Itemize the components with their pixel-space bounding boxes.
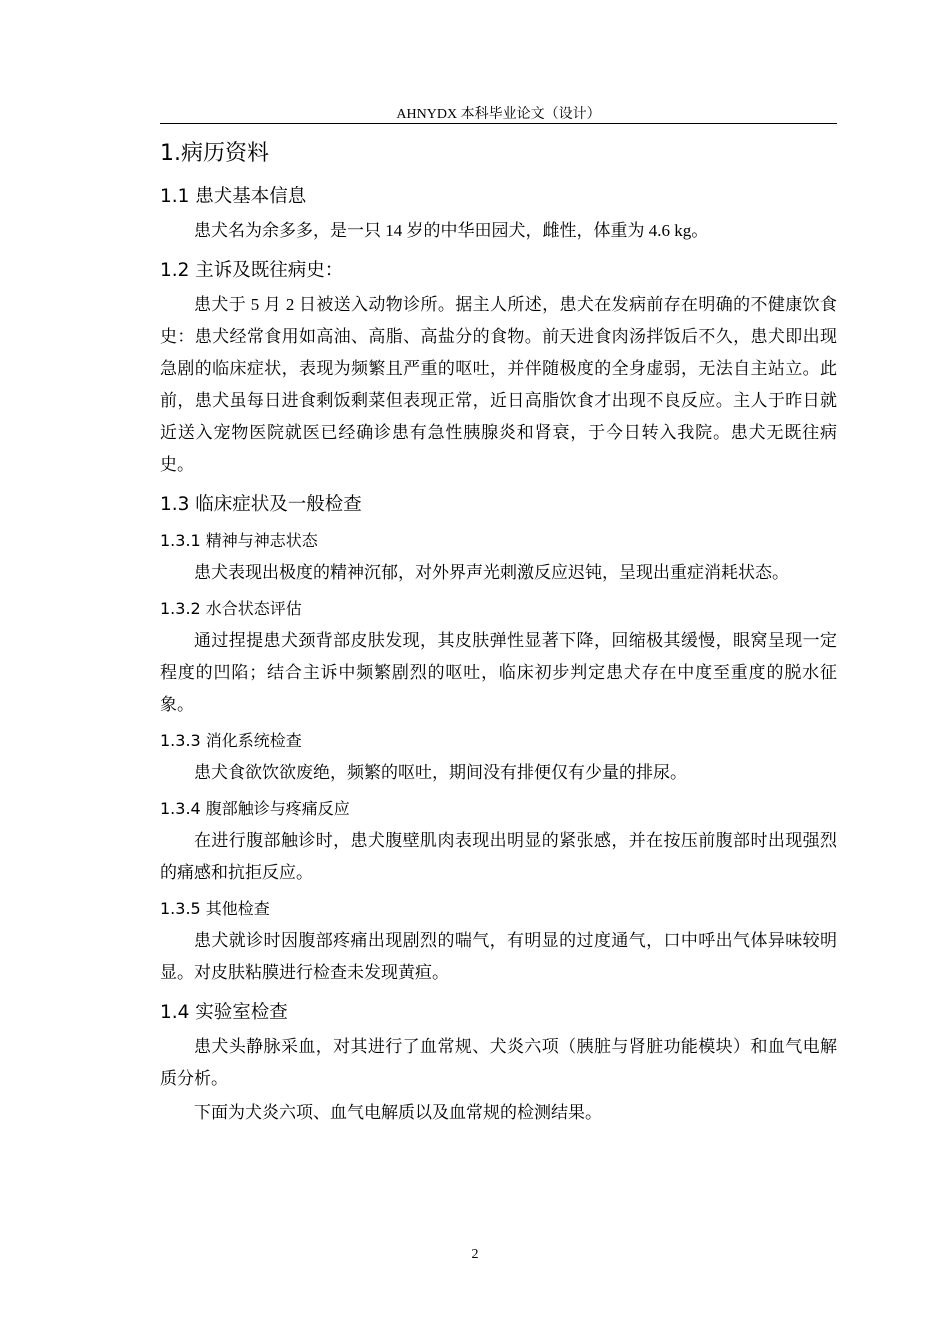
- section-heading-1-2: 1.2 主诉及既往病史：: [160, 260, 344, 281]
- paragraph-hydration: 通过捏提患犬颈背部皮肤发现，其皮肤弹性显著下降，回缩极其缓慢，眼窝呈现一定程度的凹陷；结合主诉中频繁剧烈的呕吐，临床初步判定患犬存在中度至重度的脱水征象。: [160, 631, 837, 714]
- page-body: [160, 137, 837, 1131]
- subsection-heading-1-3-5: 1.3.5 其他检查: [160, 899, 270, 918]
- subsection-heading-1-3-4: 1.3.4 腹部触诊与疼痛反应: [160, 799, 350, 818]
- paragraph-lab-results: 下面为犬炎六项、血气电解质以及血常规的检测结果。: [194, 1103, 602, 1122]
- header-rule: [160, 123, 837, 124]
- paragraph-lab-intro: 患犬头静脉采血，对其进行了血常规、犬炎六项（胰脏与肾脏功能模块）和血气电解质分析。: [160, 1037, 837, 1088]
- paragraph-other-exam: 患犬就诊时因腹部疼痛出现剧烈的喘气，有明显的过度通气，口中呼出气体异味较明显。对皮肤粘膜进行检查未发现黄疸。: [160, 931, 837, 982]
- subsection-heading-1-3-2: 1.3.2 水合状态评估: [160, 599, 302, 618]
- paragraph-digestive: 患犬食欲饮欲废绝，频繁的呕吐，期间没有排便仅有少量的排尿。: [194, 763, 687, 782]
- paragraph-abdominal: 在进行腹部触诊时，患犬腹壁肌肉表现出明显的紧张感，并在按压前腹部时出现强烈的痛感和抗拒反应。: [160, 831, 837, 882]
- page-number: 2: [471, 1247, 479, 1262]
- section-heading-1-1: 1.1 患犬基本信息: [160, 186, 307, 207]
- chapter-title: 1.病历资料: [160, 141, 269, 166]
- subsection-heading-1-3-1: 1.3.1 精神与神志状态: [160, 531, 318, 550]
- section-heading-1-3: 1.3 临床症状及一般检查: [160, 494, 362, 515]
- paragraph-basic-info: 患犬名为余多多，是一只 14 岁的中华田园犬，雌性，体重为 4.6 kg。: [194, 221, 709, 240]
- paragraph-mental-state: 患犬表现出极度的精神沉郁，对外界声光刺激反应迟钝，呈现出重症消耗状态。: [194, 563, 789, 582]
- paragraph-history: 患犬于 5 月 2 日被送入动物诊所。据主人所述，患犬在发病前存在明确的不健康饮食史：患犬经常食用如高油、高脂、高盐分的食物。前天进食肉汤拌饭后不久，患犬即出现急剧的临床症状，表现为频繁且严重的呕吐，并伴随极度的全身虚弱，无法自主站立。此前，患犬虽每日进食剩饭剩菜但表现正常，近日高脂饮食才出现不良反应。主人于昨日就近送入宠物医院就医已经确诊患有急性胰腺炎和肾衰，于今日转入我院。患犬无既往病史。: [160, 295, 837, 474]
- section-heading-1-4: 1.4 实验室检查: [160, 1002, 288, 1023]
- subsection-heading-1-3-3: 1.3.3 消化系统检查: [160, 731, 302, 750]
- running-header: AHNYDX 本科毕业论文（设计）: [396, 107, 601, 122]
